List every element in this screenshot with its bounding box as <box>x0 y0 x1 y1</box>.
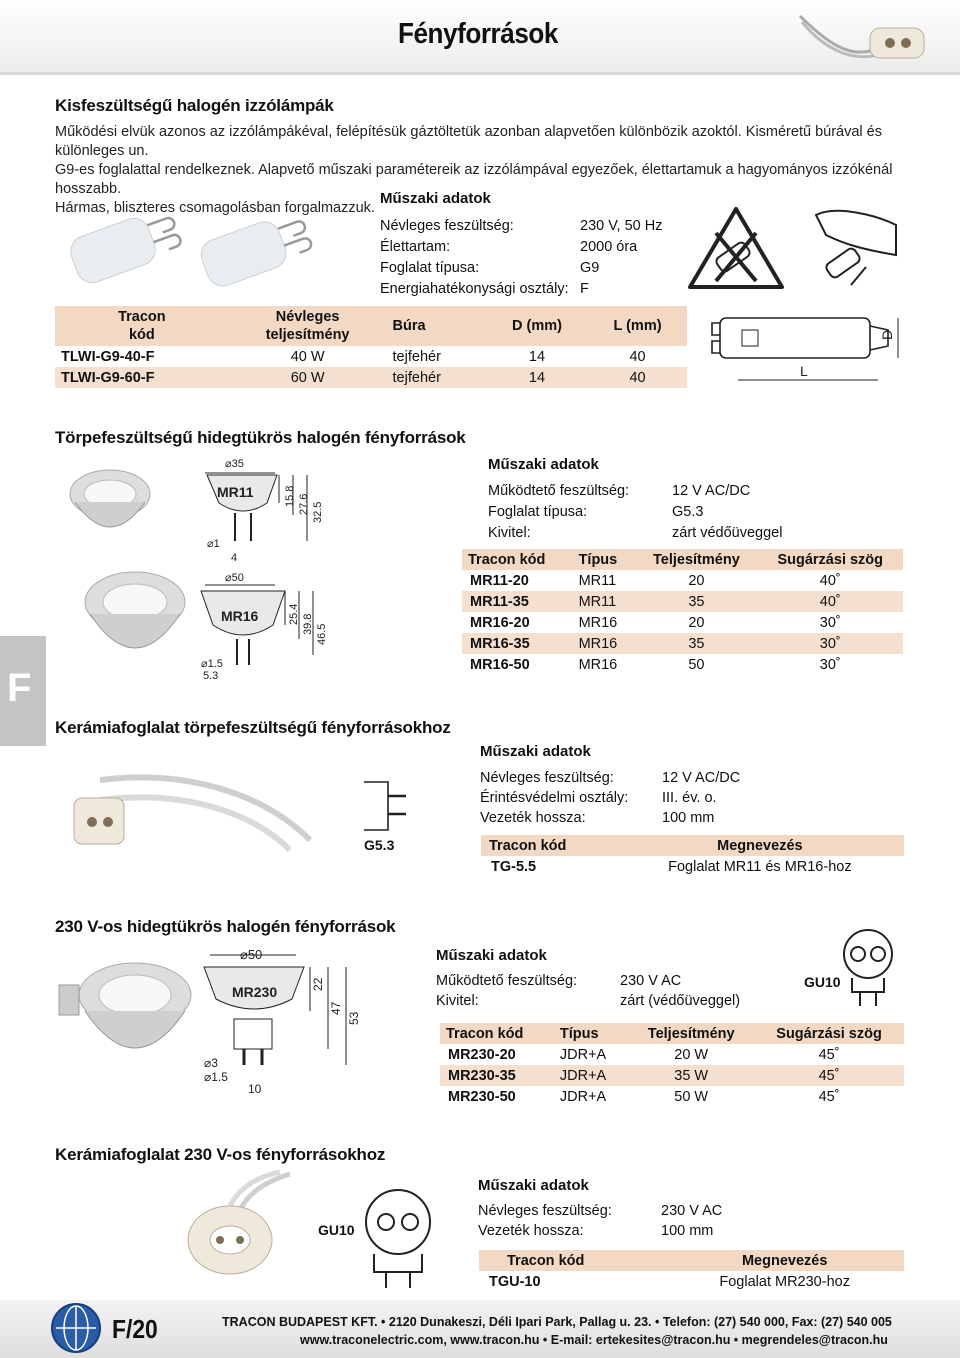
mr11-h1: 15.8 <box>284 485 296 507</box>
mr230-pin-label: ⌀3 <box>204 1056 218 1070</box>
footer-address: TRACON BUDAPEST KFT. • 2120 Dunakeszi, Déli Ipari Park, Pallag u. 23. • Telefon: (27) 540 000, Fax: (27) 540 005 <box>222 1315 892 1329</box>
gu10-label: GU10 <box>804 974 841 990</box>
gu10-socket-label: GU10 <box>318 1222 355 1238</box>
sec2-spec-title: Műszaki adatok <box>488 456 599 473</box>
th-megnevezes: Megnevezés <box>741 1252 828 1269</box>
spec-value: 230 V, 50 Hz <box>580 218 663 234</box>
page-title: Fényforrások <box>398 18 558 50</box>
mr16-d-label: ⌀50 <box>225 572 244 584</box>
gu10-socket-symbol-icon <box>358 1186 438 1290</box>
gu10-socket-photo <box>170 1170 300 1280</box>
th-teljesitmeny: Teljesítmény <box>647 1025 735 1042</box>
sec4-spec-list: Működtető feszültség: 230 V AC Kivitel: zárt (védőüveggel) <box>436 973 741 1009</box>
table-row: MR230-20 JDR+A 20 W 45˚ <box>448 1046 840 1063</box>
th-tracon-kod: Tracon kód <box>446 1025 524 1042</box>
dim-l-label: L <box>800 363 808 379</box>
table-row: TG-5.5 Foglalat MR11 és MR16-hoz <box>491 858 852 875</box>
table-row: MR11-35 MR11 35 40˚ <box>462 591 903 612</box>
th-megnevezes: Megnevezés <box>717 837 803 854</box>
sec5-spec-list: Névleges feszültség: 230 V AC Vezeték hossza: 100 mm <box>478 1203 723 1239</box>
sec2-table <box>462 549 903 675</box>
sec1-para-line-3: Hármas, bliszteres csomagolásban forgalmazzuk. <box>55 200 375 216</box>
sec3-spec-title: Műszaki adatok <box>480 743 591 760</box>
spec-value: F <box>580 281 589 297</box>
side-tab-letter: F <box>7 666 32 710</box>
g53-socket-photo <box>60 750 330 860</box>
th-tipus: Típus <box>578 551 618 568</box>
sec1-table <box>55 306 687 388</box>
sec3-table <box>481 835 904 877</box>
table-row: TGU-10 Foglalat MR230-hoz <box>489 1273 850 1290</box>
th-teljesitmeny: Teljesítmény <box>653 551 740 568</box>
hand-bulb-icon <box>806 205 906 291</box>
sec3-title: Kerámiafoglalat törpefeszültségű fényforrásokhoz <box>55 718 451 737</box>
mr11-d-label: ⌀35 <box>225 458 244 470</box>
sec4-table <box>440 1023 904 1107</box>
spec-label: Élettartam: <box>380 239 451 255</box>
gu10-symbol-icon <box>840 928 896 1008</box>
th-sugarzasi-szog: Sugárzási szög <box>777 551 884 568</box>
th-tracon-kod: Tracon kód <box>118 309 166 343</box>
mr16-photo <box>70 562 200 672</box>
mr16-h1: 25.4 <box>288 603 300 625</box>
mr230-d-label: ⌀50 <box>240 947 263 962</box>
table-row: MR16-20 MR16 20 30˚ <box>470 614 841 631</box>
page-number: F/20 <box>112 1314 158 1344</box>
no-touch-warning-icon <box>686 205 786 291</box>
sec4-title: 230 V-os hidegtükrös halogén fényforrások <box>55 917 396 936</box>
th-nevleges: Névleges teljesítmény <box>265 309 350 343</box>
th-tipus: Típus <box>559 1025 599 1042</box>
mr230-dimension-diagram <box>200 945 360 1095</box>
spec-label: Névleges feszültség: <box>380 218 514 234</box>
spec-value: G9 <box>580 260 600 276</box>
table-row: MR11-20 MR11 20 40˚ <box>470 572 841 589</box>
g9-bulbs-photo <box>55 198 320 298</box>
spec-value: 2000 óra <box>580 239 638 255</box>
mr230-w-label: 10 <box>248 1082 262 1096</box>
tracon-logo <box>50 1302 102 1354</box>
mr11-label: MR11 <box>217 484 254 500</box>
g53-pin-diagram <box>360 778 410 834</box>
sec5-title: Kerámiafoglalat 230 V-os fényforrásokhoz <box>55 1145 386 1164</box>
mr230-h1: 22 <box>311 977 325 991</box>
th-tracon-kod: Tracon kód <box>468 551 546 568</box>
th-sugarzasi-szog: Sugárzási szög <box>776 1025 882 1042</box>
sec2-spec-list: Működtető feszültség: 12 V AC/DC Foglalat típusa: G5.3 Kivitel: zárt védőüveggel <box>488 483 783 541</box>
g53-socket-label: G5.3 <box>364 837 395 853</box>
sec1-para-line-2: G9-es foglalattal rendelkeznek. Alapvető műszaki paramétereik az izzólámpával egyezőek, élettartamuk a hagyományos izzókénál hosszabb. <box>55 162 893 197</box>
mr16-dimension-diagram <box>195 572 328 685</box>
table-row: MR16-35 MR16 35 30˚ <box>462 633 903 654</box>
table-row: MR230-35 JDR+A 35 W 45˚ <box>440 1065 904 1086</box>
mr16-pin-gap-label: 5.3 <box>203 670 219 682</box>
mr16-label: MR16 <box>221 608 259 624</box>
sec5-spec-title: Műszaki adatok <box>478 1177 589 1194</box>
table-row: MR16-50 MR16 50 30˚ <box>470 656 841 673</box>
mr11-photo <box>55 462 165 552</box>
sec1-title: Kisfeszültségű halogén izzólámpák <box>55 96 334 115</box>
header-socket-photo <box>790 6 950 66</box>
spec-label: Energiahatékonysági osztály: <box>380 281 569 297</box>
th-tracon-kod: Tracon kód <box>507 1252 585 1269</box>
table-row: MR230-50 JDR+A 50 W 45˚ <box>448 1088 840 1105</box>
mr230-h3: 53 <box>347 1011 361 1025</box>
th-d: D (mm) <box>512 318 562 334</box>
g9-dimension-diagram <box>700 308 910 388</box>
sec4-spec-title: Műszaki adatok <box>436 947 547 964</box>
sec2-title: Törpefeszültségű hidegtükrös halogén fényforrások <box>55 428 466 447</box>
sec3-spec-list: Névleges feszültség: 12 V AC/DC Érintésvédelmi osztály: III. év. o. Vezeték hossza: 100 mm <box>480 770 741 826</box>
mr11-h3: 32.5 <box>312 501 324 523</box>
mr11-pin-label: ⌀1 <box>207 538 220 550</box>
mr11-h2: 27.6 <box>298 493 310 515</box>
mr230-label: MR230 <box>232 984 278 1000</box>
mr16-h3: 46.5 <box>316 623 328 645</box>
sec5-table <box>479 1250 904 1292</box>
table-row: TLWI-G9-60-F 60 W tejfehér 14 40 <box>55 367 687 388</box>
dim-d-label: D <box>879 329 895 340</box>
mr11-pin-gap-label: 4 <box>231 552 238 564</box>
header-rule <box>0 72 960 75</box>
footer-contact: www.traconelectric.com, www.tracon.hu • E-mail: ertekesites@tracon.hu • megrendeles@tracon.hu <box>300 1333 888 1347</box>
sec1-spec-list <box>380 216 680 300</box>
spec-label: Foglalat típusa: <box>380 260 480 276</box>
sec1-spec-title: Műszaki adatok <box>380 190 491 207</box>
th-tracon-kod: Tracon kód <box>489 837 567 854</box>
th-l: L (mm) <box>613 318 662 334</box>
th-bura: Búra <box>392 318 426 334</box>
mr16-pin-label: ⌀1.5 <box>201 658 223 670</box>
table-row: TLWI-G9-40-F 40 W tejfehér 14 40 <box>61 348 646 365</box>
mr11-dimension-diagram <box>195 455 325 567</box>
mr230-h2: 47 <box>329 1001 343 1015</box>
sec1-para-line-1: Működési elvük azonos az izzólámpákéval, felépítésük gáztöltetük azonban alapvetően különbözik azoktól. Kisméretű búrával és különleges un. <box>55 124 882 159</box>
mr16-h2: 39.8 <box>302 613 314 635</box>
mr230-pin2-label: ⌀1.5 <box>204 1070 228 1084</box>
mr230-photo <box>55 955 205 1075</box>
